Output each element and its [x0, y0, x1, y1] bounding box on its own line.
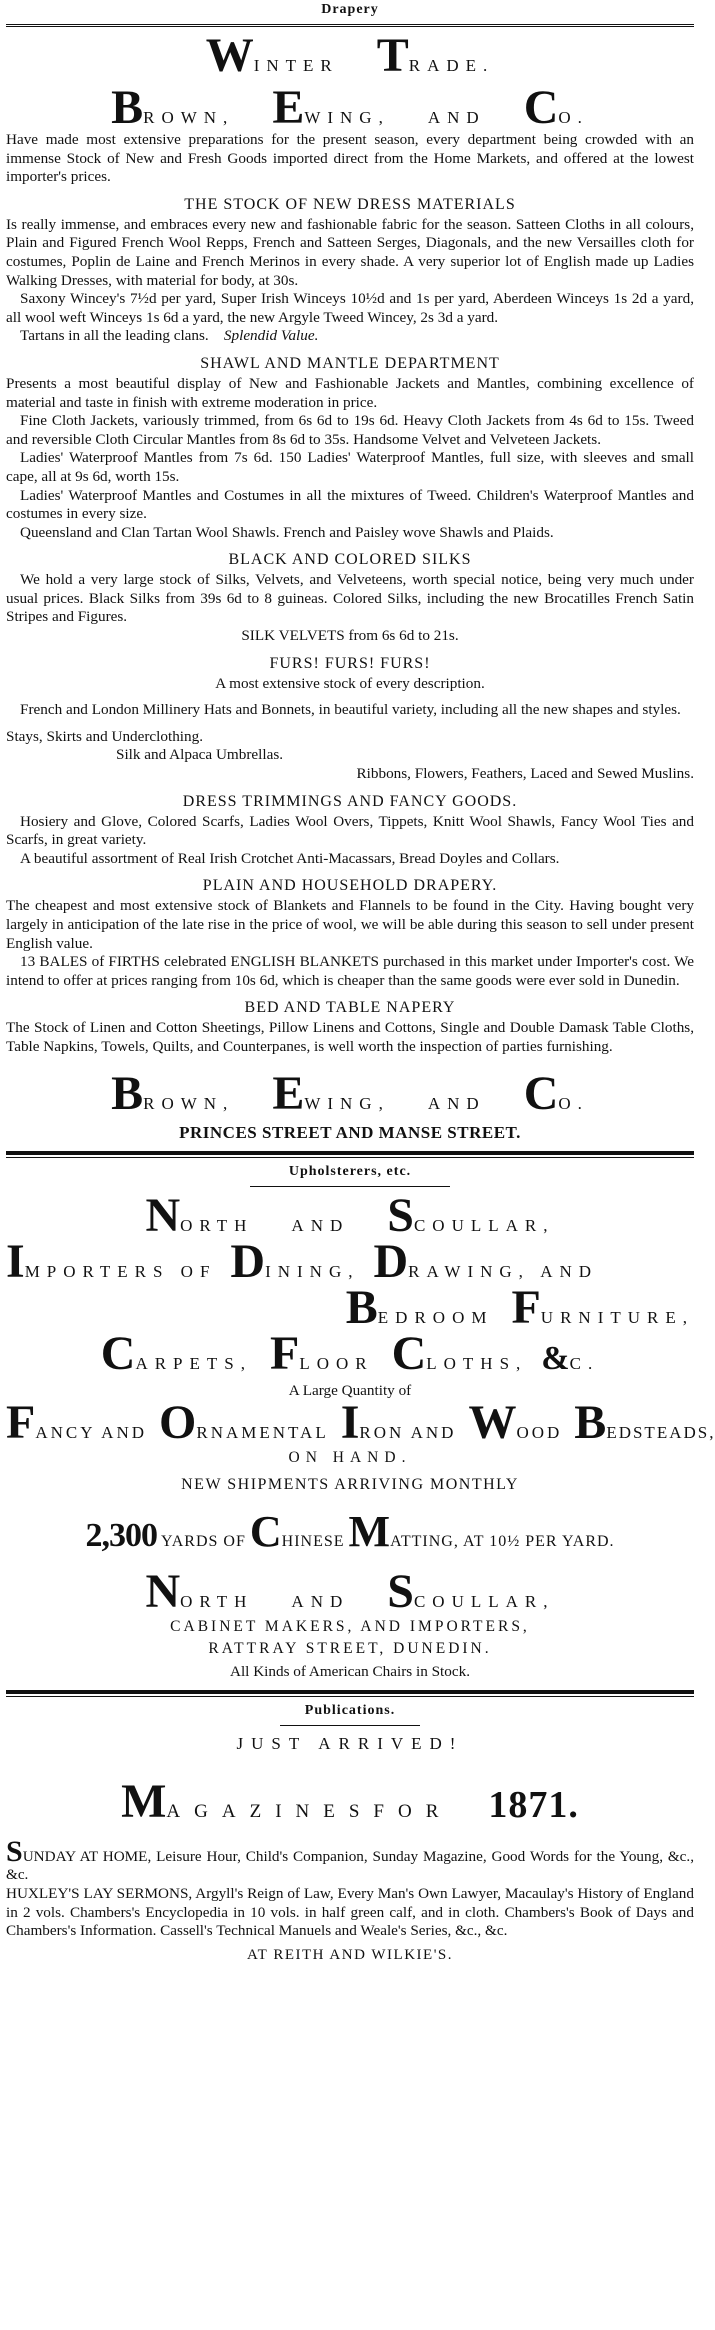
divider — [250, 1186, 450, 1187]
large-quantity-line: A Large Quantity of — [288, 1381, 412, 1399]
shipments-line: NEW SHIPMENTS ARRIVING MONTHLY — [181, 1476, 519, 1494]
plain-heading: PLAIN AND HOUSEHOLD DRAPERY. — [202, 877, 498, 895]
shawl-paragraph: Presents a most beautiful display of New and Fashionable Jackets and Mantles, combining excellence of material and taste in finish with extreme moderation in price. — [6, 374, 694, 411]
winter-trade-heading: WINTER TRADE. — [205, 29, 495, 82]
fancy-bedsteads-line: FANCY AND ORNAMENTAL IRON AND WOOD BEDSTEADS, — [6, 1396, 715, 1450]
drapery-address: PRINCES STREET AND MANSE STREET. — [179, 1122, 521, 1142]
importers-line: IMPORTERS OF DINING, DRAWING, AND — [6, 1234, 599, 1288]
silk-velvets-line: SILK VELVETS from 6s 6d to 21s. — [241, 627, 459, 645]
hosiery-paragraph: Hosiery and Glove, Colored Scarfs, Ladies Wool Overs, Tippets, Knitt Wool Shawls, Fancy Wool Ties and Scarfs, in great variety. — [6, 812, 694, 849]
tartans-line: Tartans in all the leading clans. Splendid Value. — [20, 327, 319, 345]
napery-paragraph: The Stock of Linen and Cotton Sheetings, Pillow Linens and Cottons, Single and Double Damask Table Cloths, Table Napkins, Towels, Quilts, and Counterpanes, is well worth the inspection of parties furnishing. — [6, 1019, 694, 1055]
section-label-drapery: Drapery — [321, 2, 379, 17]
furs-heading: FURS! FURS! FURS! — [269, 654, 431, 672]
north-scoullar-heading-2: NORTH AND SCOULLAR, — [145, 1565, 555, 1619]
huxley-paragraph: HUXLEY'S LAY SERMONS, Argyll's Reign of Law, Every Man's Own Lawyer, Macaulay's History of England in 2 vols. Chambers's Encyclopedia in 10 vols. in half green calf, and in cloth. Chambers's Book of Days and Chambers's Information. Cassell's Technical Manuels and Weale's Series, &c., &c. — [6, 1884, 694, 1940]
divider — [6, 24, 694, 27]
bedroom-furniture-line: BEDROOM FURNITURE, — [345, 1280, 694, 1334]
divider — [6, 1151, 694, 1155]
trimmings-heading: DRESS TRIMMINGS AND FANCY GOODS. — [182, 792, 518, 810]
jackets-paragraph: Fine Cloth Jackets, variously trimmed, from 6s 6d to 19s 6d. Heavy Cloth Jackets from 4s 6d to 15s. Tweed and reversible Cloth Circular Mantles from 8s 6d to 35s. Handsome Velvet and Velveteen Jackets. — [6, 412, 694, 448]
tweed-paragraph: Ladies' Waterproof Mantles and Costumes in all the mixtures of Tweed. Children's Waterproof Mantles and costumes in every size. — [6, 486, 694, 523]
shawls-paragraph: Queensland and Clan Tartan Wool Shawls. French and Paisley wove Shawls and Plaids. — [20, 523, 554, 541]
silks-heading: BLACK AND COLORED SILKS — [228, 551, 472, 569]
silks-paragraph: We hold a very large stock of Silks, Velvets, and Velveteens, worth special notice, being very much under usual prices. Black Silks from 39s 6d to 8 guineas. Colored Silks, including the new Brocatilles French Satin Stripes and Figures. — [6, 571, 694, 626]
rattray-street-line: RATTRAY STREET, DUNEDIN. — [208, 1640, 492, 1658]
divider — [6, 1696, 694, 1697]
sunday-paragraph: SUNDAY AT HOME, Leisure Hour, Child's Companion, Sunday Magazine, Good Words for the Young, &c., &c. — [6, 1834, 694, 1884]
divider — [6, 1157, 694, 1158]
millinery-paragraph: French and London Millinery Hats and Bonnets, in beautiful variety, including all the new shapes and styles. — [20, 701, 681, 719]
carpets-line: CARPETS, FLOOR CLOTHS, &C. — [100, 1326, 600, 1380]
wincey-paragraph: Saxony Wincey's 7½d per yard, Super Irish Winceys 10½d and 1s per yard, Aberdeen Winceys 1s 2d a yard, all wool weft Winceys 1s 6d a yard, the new Argyle Tweed Wincey, 2s 3d a yard. — [6, 290, 694, 326]
magazines-heading: MAGAZINESFOR 1871. — [121, 1774, 579, 1828]
dress-heading: THE STOCK OF NEW DRESS MATERIALS — [184, 195, 516, 213]
napery-heading: BED AND TABLE NAPERY — [244, 999, 456, 1017]
umbrellas-line: Silk and Alpaca Umbrellas. — [116, 746, 284, 764]
waterproof-paragraph: Ladies' Waterproof Mantles from 7s 6d. 150 Ladies' Waterproof Mantles, full size, with sleeves and small cape, all at 9s 6d, worth 15s. — [6, 449, 694, 485]
section-label-upholsterers: Upholsterers, etc. — [288, 1163, 412, 1179]
on-hand-line: ON HAND. — [288, 1449, 412, 1467]
stays-line: Stays, Skirts and Underclothing. — [6, 727, 203, 745]
american-chairs-line: All Kinds of American Chairs in Stock. — [229, 1663, 471, 1681]
just-arrived-line: JUST ARRIVED! — [236, 1733, 464, 1753]
ribbons-line: Ribbons, Flowers, Feathers, Laced and Sewed Muslins. — [356, 765, 694, 783]
firm-name-heading: BROWN, EWING, AND CO. — [111, 81, 589, 134]
bales-paragraph: 13 BALES of FIRTHS celebrated ENGLISH BLANKETS purchased in this market under Importer's cost. We intend to offer at prices ranging from 10s 6d, which is cheaper than the same goods were ever sold in Dunedin. — [6, 953, 694, 989]
divider — [6, 1690, 694, 1694]
blankets-paragraph: The cheapest and most extensive stock of Blankets and Flannels to be found in the City. Having bought very largely in anticipation of the late rise in the price of wool, we will be able during this season to sell under present English value. — [6, 897, 694, 952]
firm-name-footer: BROWN, EWING, AND CO. — [111, 1066, 589, 1120]
cabinet-makers-line: CABINET MAKERS, AND IMPORTERS, — [170, 1618, 530, 1636]
furs-paragraph: A most extensive stock of every description. — [215, 674, 485, 692]
intro-paragraph: Have made most extensive preparations for the present season, every department being crowded with an immense Stock of New and Fresh Goods imported direct from the Home Markets, and offered at the lowest importer's prices. — [6, 131, 694, 186]
dress-paragraph: Is really immense, and embraces every new and fashionable fabric for the season. Satteen Cloths in all colours, Plain and Figured French Wool Repps, French and Satteen Serges, Diagonals, and the new Versailles cloth for costumes, Poplin de Laine and French Merinos in every shade. A very superior lot of English made up Ladies Walking Dresses, with material for body, at 30s. — [6, 215, 694, 289]
reith-wilkie-line: AT REITH AND WILKIE'S. — [247, 1946, 453, 1963]
divider — [280, 1725, 420, 1726]
chinese-matting-line: 2,300 YARDS OF CHINESE MATTING, AT 10½ PER YARD. — [85, 1507, 615, 1557]
macassars-paragraph: A beautiful assortment of Real Irish Crotchet Anti-Macassars, Bread Doyles and Collars. — [20, 849, 560, 867]
north-scoullar-heading: NORTH AND SCOULLAR, — [145, 1188, 555, 1242]
section-label-publications: Publications. — [304, 1702, 396, 1718]
shawl-heading: SHAWL AND MANTLE DEPARTMENT — [200, 354, 500, 372]
